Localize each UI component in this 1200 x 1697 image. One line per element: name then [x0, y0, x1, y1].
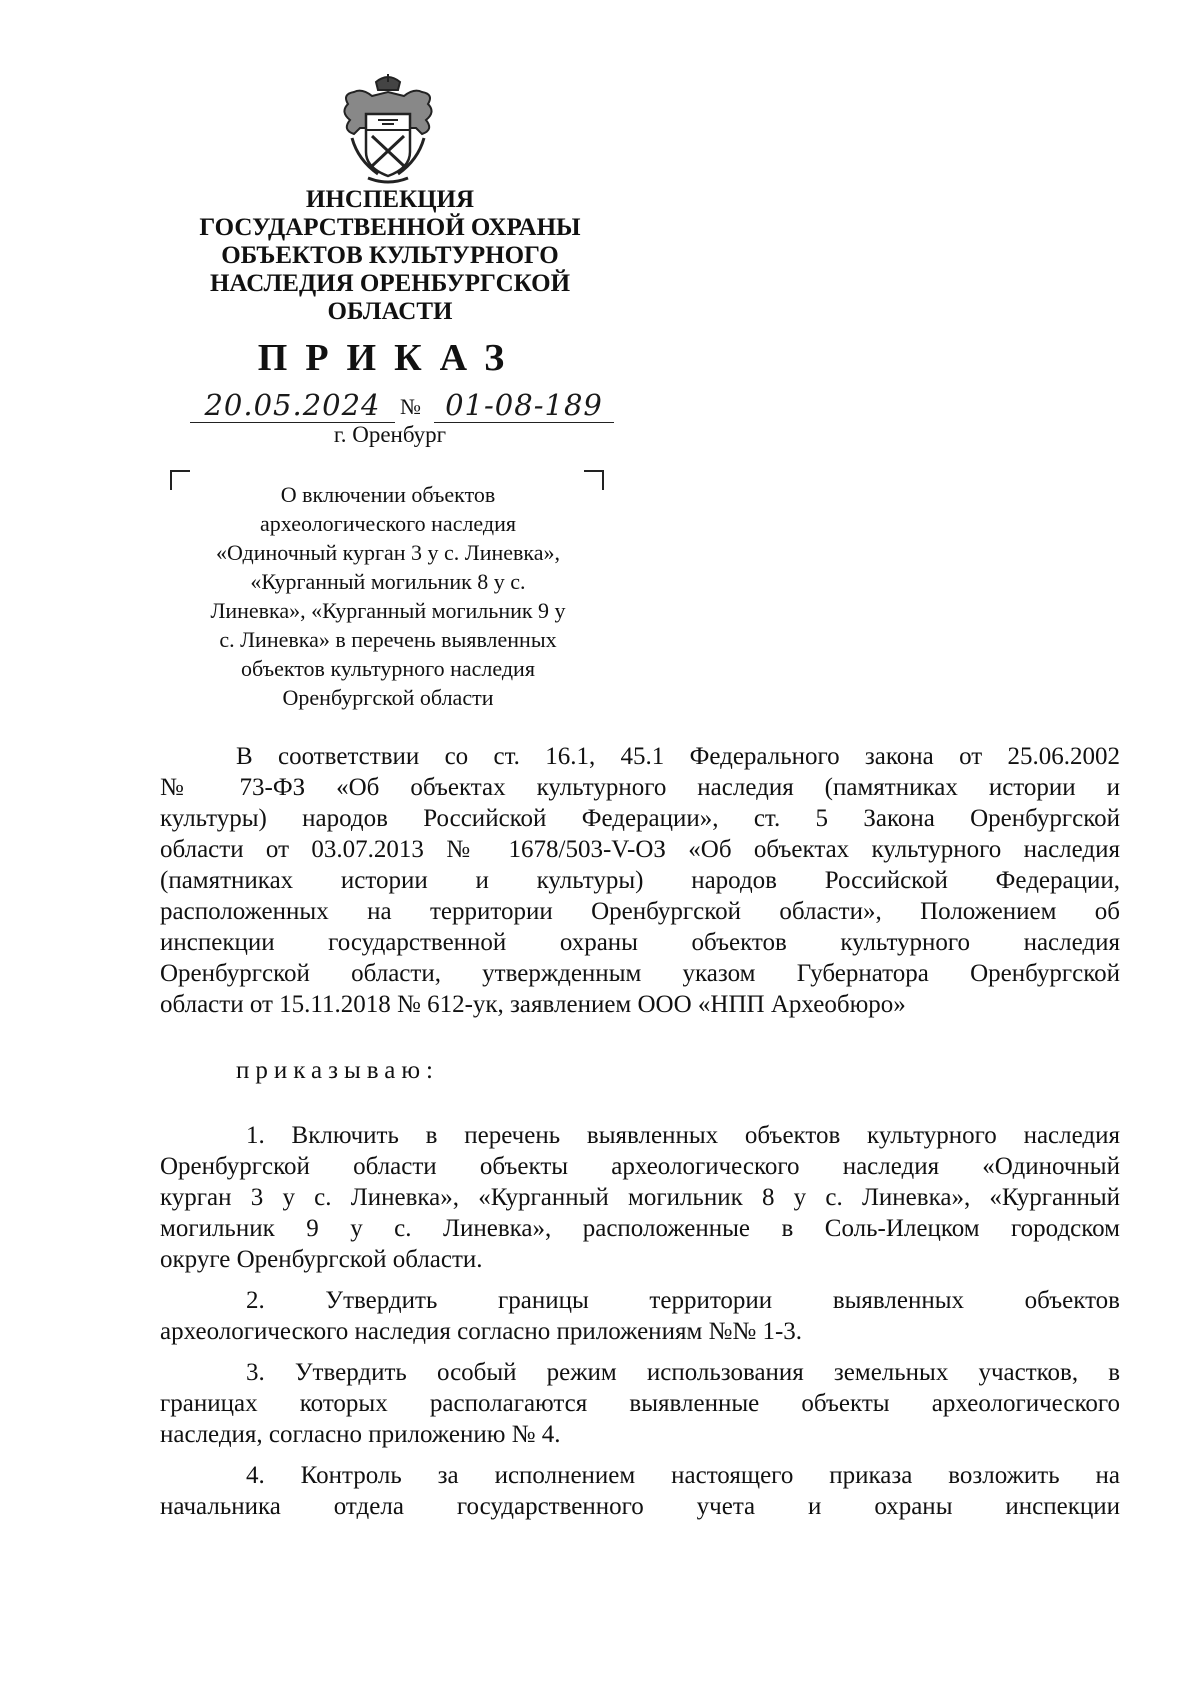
organization-line: ОБЪЕКТОВ КУЛЬТУРНОГО: [221, 242, 559, 269]
legal-basis-paragraph: [160, 741, 1120, 1020]
subject-line: с. Линевка» в перечень выявленных: [219, 627, 557, 652]
subject-line: Оренбургской области: [282, 685, 494, 710]
subject-line: Линевка», «Курганный могильник 9 у: [210, 598, 566, 623]
paragraph-line: расположенных на территории Оренбургской области», Положением об: [160, 898, 1120, 925]
paragraph-line: инспекции государственной охраны объектов культурного наследия: [160, 929, 1120, 956]
paragraph-line: 2. Утвердить границы территории выявленных объектов: [246, 1287, 1120, 1314]
number-sign: №: [400, 394, 421, 419]
paragraph-line: (памятниках истории и культуры) народов Российской Федерации,: [160, 867, 1120, 894]
paragraph-line: № 73-ФЗ «Об объектах культурного наследия (памятниках истории и: [160, 774, 1120, 801]
paragraph-line: 4. Контроль за исполнением настоящего приказа возложить на: [246, 1462, 1120, 1489]
order-item-2: [160, 1285, 1120, 1347]
order-item-1: [160, 1120, 1120, 1275]
subject-line: О включении объектов: [280, 482, 496, 507]
subject-line: археологического наследия: [260, 511, 516, 536]
organization-name: [130, 186, 650, 326]
paragraph-line: округе Оренбургской области.: [160, 1246, 483, 1273]
organization-line: ИНСПЕКЦИЯ: [305, 186, 475, 213]
organization-line: ГОСУДАРСТВЕННОЙ ОХРАНЫ: [199, 214, 581, 241]
paragraph-line: начальника отдела государственного учета и охраны инспекции: [160, 1493, 1120, 1520]
document-city: г. Оренбург: [333, 422, 447, 447]
paragraph-line: В соответствии со ст. 16.1, 45.1 Федерального закона от 25.06.2002: [236, 743, 1120, 770]
document-date: 20.05.2024: [190, 388, 395, 423]
document-type-title: ПРИКАЗ: [257, 337, 523, 379]
subject-line: объектов культурного наследия: [241, 656, 535, 681]
subject-line: «Одиночный курган 3 у с. Линевка»,: [215, 540, 561, 565]
paragraph-line: Оренбургской области объекты археологического наследия «Одиночный: [160, 1153, 1120, 1180]
paragraph-line: культуры) народов Российской Федерации», ст. 5 Закона Оренбургской: [160, 805, 1120, 832]
paragraph-line: курган 3 у с. Линевка», «Курганный могильник 8 у с. Линевка», «Курганный: [160, 1184, 1120, 1211]
paragraph-line: 1. Включить в перечень выявленных объектов культурного наследия: [246, 1122, 1120, 1149]
document-subject: [178, 480, 598, 712]
coat-of-arms-icon: [338, 74, 438, 186]
organization-line: НАСЛЕДИЯ ОРЕНБУРГСКОЙ: [209, 270, 571, 297]
paragraph-line: Оренбургской области, утвержденным указом Губернатора Оренбургской: [160, 960, 1120, 987]
organization-line: ОБЛАСТИ: [327, 298, 453, 325]
paragraph-line: могильник 9 у с. Линевка», расположенные в Соль-Илецком городском: [160, 1215, 1120, 1242]
paragraph-line: области от 03.07.2013 № 1678/503-V-ОЗ «Об объектах культурного наследия: [160, 836, 1120, 863]
paragraph-line: наследия, согласно приложению № 4.: [160, 1421, 561, 1448]
order-item-3: [160, 1357, 1120, 1450]
subject-line: «Курганный могильник 8 у с.: [250, 569, 526, 594]
order-item-4: [160, 1460, 1120, 1522]
paragraph-line: 3. Утвердить особый режим использования земельных участков, в: [246, 1359, 1120, 1386]
order-word: приказываю:: [236, 1057, 439, 1084]
order-items: [160, 1120, 1120, 1522]
paragraph-line: археологического наследия согласно приложениям №№ 1-3.: [160, 1318, 803, 1345]
paragraph-line: границах которых располагаются выявленные объекты археологического: [160, 1390, 1120, 1417]
paragraph-line: области от 15.11.2018 № 612-ук, заявлением ООО «НПП Археобюро»: [160, 991, 906, 1018]
document-number: 01-08-189: [434, 388, 614, 423]
